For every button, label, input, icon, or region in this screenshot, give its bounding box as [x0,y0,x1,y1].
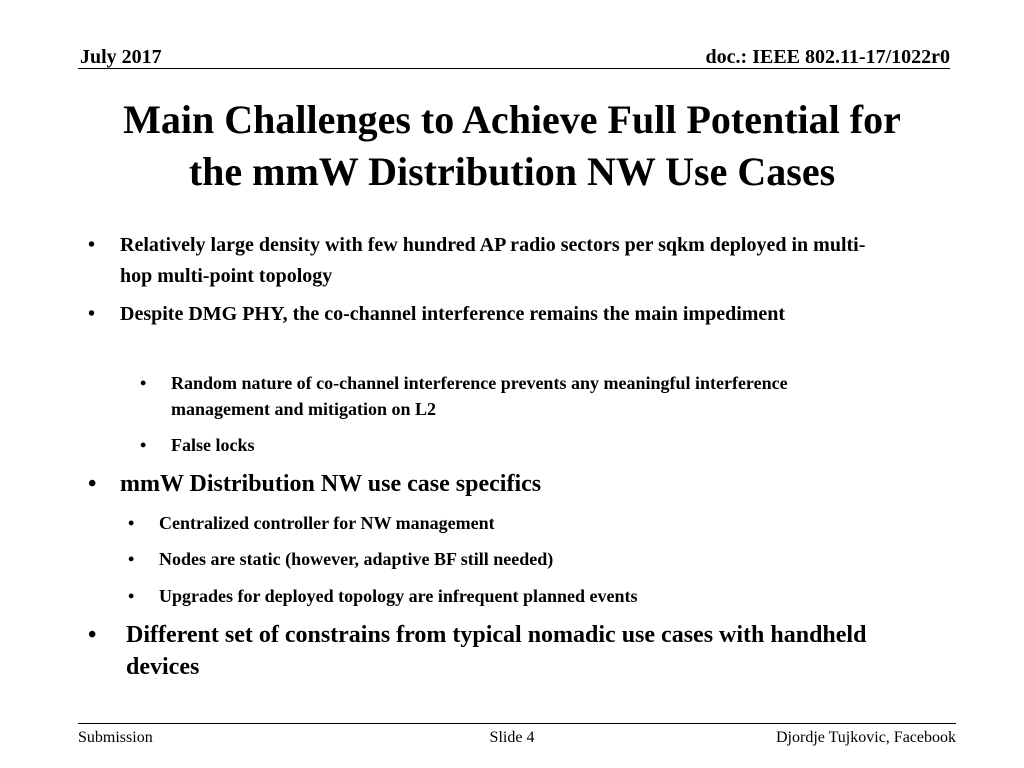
bullet-item-4 [88,619,908,683]
sub-bullet-icon: • [140,373,147,393]
bullet-text: Despite DMG PHY, the co-channel interference remains the main impediment [120,303,786,325]
bullet-item-3 [88,468,888,500]
header-doc-id: doc.: IEEE 802.11-17/1022r0 [705,46,950,68]
bullet-icon: • [88,471,97,497]
sub-bullet-item-2-1 [140,370,860,422]
bullet-item-1 [88,230,888,292]
footer-submission: Submission [78,729,153,746]
header-date: July 2017 [80,46,162,68]
sub-bullet-icon: • [128,586,135,606]
bullet-icon: • [88,303,96,325]
sub-bullet-text: Nodes are static (however, adaptive BF still needed) [159,549,554,569]
bullet-item-2 [88,299,888,330]
sub-bullet-item-2-2 [140,432,860,458]
sub-bullet-icon: • [128,513,135,533]
slide-title-line-2: the mmW Distribution NW Use Cases [188,149,836,194]
sub-bullet-icon: • [140,435,147,455]
sub-bullet-text: Centralized controller for NW management [159,513,495,533]
footer-slide-number: Slide 4 [489,729,535,746]
bullet-text: Different set of constrains from typical nomadic use cases with handheld devices [126,622,867,680]
sub-bullet-item-3-3 [128,583,848,609]
bullet-icon: • [88,622,97,648]
sub-bullet-text: False locks [171,435,255,455]
footer-author: Djordje Tujkovic, Facebook [776,729,956,746]
sub-bullet-item-3-2 [128,546,848,572]
sub-bullet-text: Upgrades for deployed topology are infrequent planned events [159,586,638,606]
bullet-text: Relatively large density with few hundred AP radio sectors per sqkm deployed in multi-hop multi-point topology [120,234,866,287]
slide-title-line-1: Main Challenges to Achieve Full Potential for [123,97,901,142]
sub-bullet-icon: • [128,549,135,569]
bullet-text: mmW Distribution NW use case specifics [120,471,542,497]
sub-bullet-item-3-1 [128,510,848,536]
bullet-icon: • [88,234,96,256]
footer-divider [78,723,956,724]
sub-bullet-text: Random nature of co-channel interference prevents any meaningful interference management and mitigation on L2 [171,373,788,419]
